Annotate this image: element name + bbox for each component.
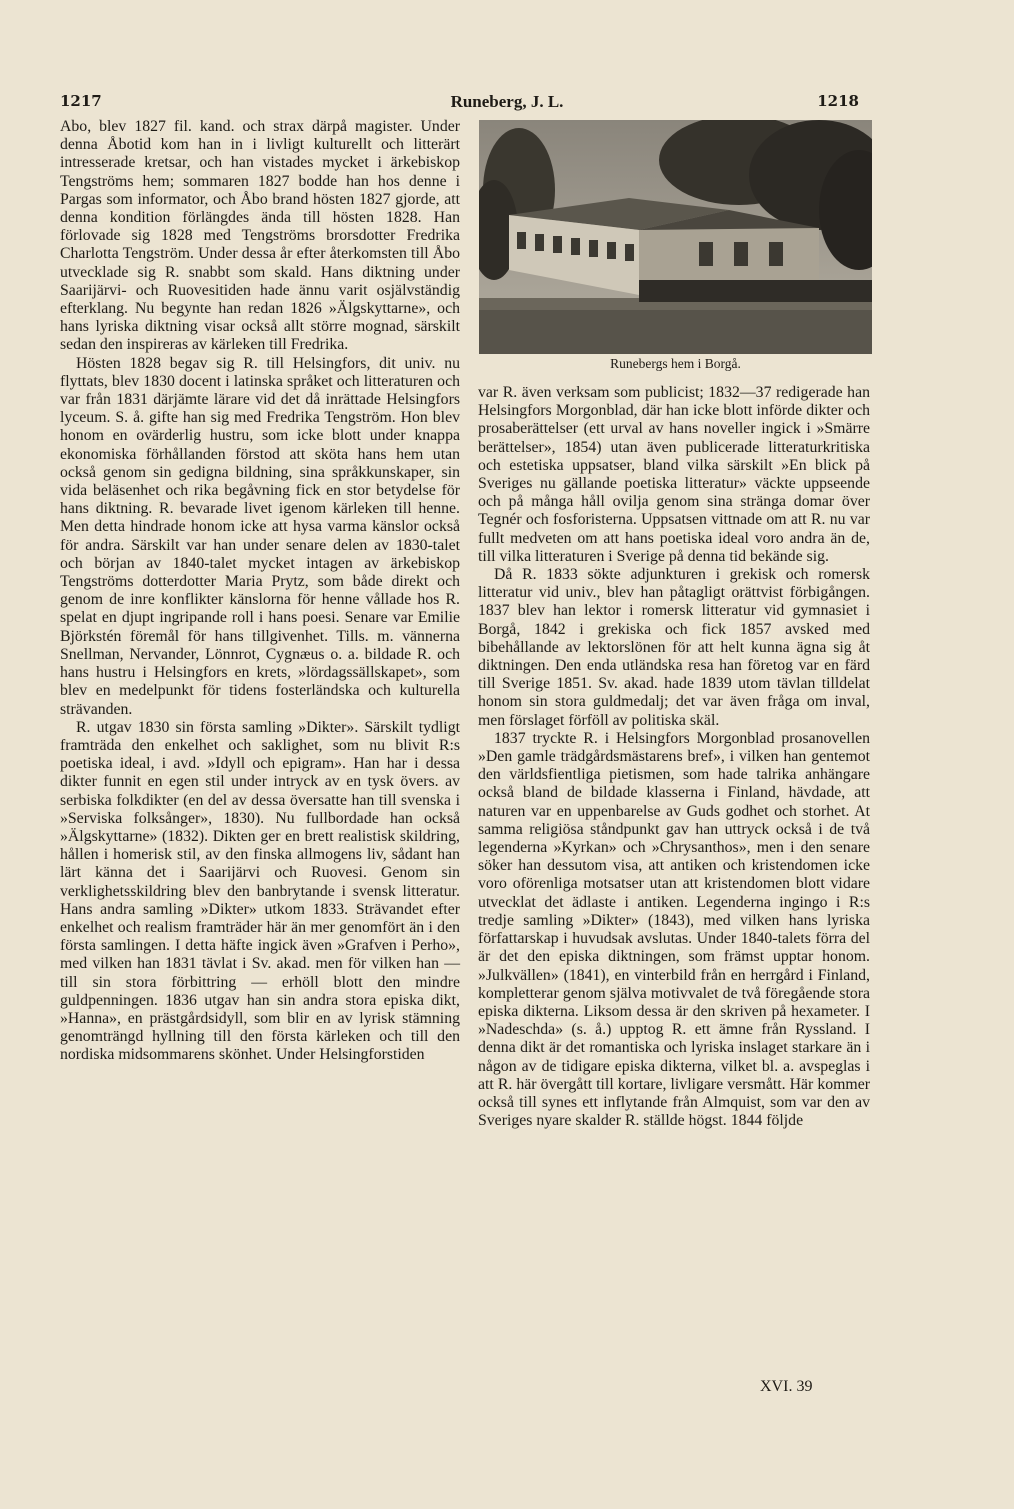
paragraph: var R. även verksam som publicist; 1832—37 redigerade han Helsingfors Morgonblad, där han icke blott införde dikter och prosaberättelser (ett urval av hans noveller ingick i »Smärre berättelser», 1854) utan även publicerade litteraturkritiska och estetiska uppsatser, bland vilka särskilt »En blick på Sveriges nu gällande poetiska litteratur» väckte uppseende och på många håll ovilja genom sina stränga domar över Tegnér och fosforisterna. Uppsatsen vittnade om att R. nu var fullt medveten om att hans poetiska ideal voro andra än de, till vilka litteraturen i Sverige på denna tid bekände sig. xyxy=(478,384,870,565)
paragraph: Då R. 1833 sökte adjunkturen i grekisk och romersk litteratur vid univ., blev han påtagligt orättvist förbigången. 1837 blev han lektor i romersk litteratur vid gymnasiet i Borgå, 1842 i grekiska och fick 1857 avsked med bibehållande av lektorslönen för att helt kunna ägna sig åt diktningen. Den enda utländska resa han företog var en färd till Sverige 1851. Sv. akad. hade 1839 utom tävlan tilldelat honom sin stora guldmedalj; det var även fråga om inval, men förslaget förföll av politiska skäl. xyxy=(478,566,870,729)
right-column xyxy=(478,384,870,1130)
paragraph: 1837 tryckte R. i Helsingfors Morgonblad prosanovellen »Den gamle trädgårdsmästarens bref», i vilken han gentemot den världsfientliga pietismen, som hade talrika anhängare också bland de bildade klasserna i Finland, hävdade, att naturen var en uppenbarelse av Guds godhet och storhet. At samma religiösa ståndpunkt gav han uttryck också i de två legenderna »Kyrkan» och »Chrysanthos», men i den senare söker han dessutom visa, att antiken och kristendomen icke voro oförenliga motsatser utan att kristendomen blott vidare utvecklat det ädlaste i antiken. Legenderna ingingo i R:s tredje samling »Dikter» (1843), med vilken hans lyriska författarskap i huvudsak avslutas. Under 1840-talets förra del är det den episka diktningen, som främst upptar honom. »Julkvällen» (1841), en vinterbild från en herrgård i Finland, kompletterar genom själva motivvalet de två föregående stora episka dikterna. Liksom dessa är den skriven på hexameter. I »Nadeschda» (s. å.) upptog R. ett ämne från Ryssland. I denna dikt är det romantiska och lyriska inslaget starkare än i någon av de tidigare episka dikterna, vilket bl. a. avspeglas i att R. här övergått till kortare, livligare versmått. Här kommer också till synes ett inflytande från Almquist, som var den av Sveriges nyare skalder R. ställde högst. 1844 följde xyxy=(478,729,870,1130)
house-photo-illustration xyxy=(479,120,872,354)
running-head: Runeberg, J. L. xyxy=(450,92,564,111)
figure-caption: Runebergs hem i Borgå. xyxy=(610,356,741,371)
signature-mark: XVI. 39 xyxy=(760,1378,813,1395)
paragraph: Hösten 1828 begav sig R. till Helsingfors, dit univ. nu flyttats, blev 1830 docent i latinska språket och litteraturen och var från 1831 därjämte lärare vid det då inrättade Helsingfors lyceum. S. å. gifte han sig med Fredrika Tengström. Hon blev honom en ovärderlig hustru, som icke blott under knappa ekonomiska förhållanden förstod att sköta hans hem utan också genom sin gedigna bildning, sina språkkunskaper, sin vida beläsenhet och rika begåvning fick en stor betydelse för hans diktning. R. bevarade livet igenom kärleken till henne. Men detta hindrade honom icke att hysa varma känslor också för andra. Särskilt var han under senare delen av 1830-talet och början av 1840-talet mycket intagen av ärkebiskop Tengströms dotterdotter Maria Prytz, som både direkt och genom de inre konflikter känslorna för henne vållade hos R. spelat en djupt ingripande roll i hans poesi. Senare var Emilie Björkstén föremål för hans tillgivenhet. Tills. m. vännerna Snellman, Nervander, Lönnrot, Cygnæus o. a. bildade R. och hans hustru i Helsingfors en krets, »lördagssällskapet», som blev en medelpunkt för tidens fosterländska och kulturella strävanden. xyxy=(60,354,460,718)
page-number-right: 1218 xyxy=(817,92,859,110)
photo-runeberg-home xyxy=(479,120,872,354)
paragraph: Abo, blev 1827 fil. kand. och strax därpå magister. Under denna Åbotid kom han in i livligt kulturellt och litterärt intresserade kretsar, och han vistades mycket i ärkebiskop Tengströms hem; sommaren 1827 bodde han hos denne i Pargas som informator, och Åbo brand hösten 1827 gjorde, att denna kondition förlängdes ända till hösten 1828. Han förlovade sig 1828 med Tengströms brorsdotter Fredrika Charlotta Tengström. Under dessa år efter återkomsten till Åbo utvecklade sig R. snabbt som skald. Hans diktning under Saarijärvi- och Ruovesitiden hade ännu varit osjälvständig efterklang. Nu begynte han redan 1826 »Älgskyttarne», och hans lyriska diktning visar också allt större mognad, särskilt sedan den inspireras av kärleken till Fredrika. xyxy=(60,118,460,354)
paragraph: R. utgav 1830 sin första samling »Dikter». Särskilt tydligt framträda den enkelhet och saklighet, som nu blivit R:s poetiska ideal, i avd. »Idyll och epigram». Han har i dessa dikter funnit en egen stil under intryck av en tysk övers. av serbiska folkdikter (en del av dessa översatte han till svenska i »Serviska folksånger», 1830). Nu fullbordade han också »Älgskyttarne» (1832). Dikten ger en brett realistisk skildring, hållen i homerisk stil, av den finska allmogens liv, sådant han lärt känna det i Saarijärvi och Ruovesi. Genom sin verklighetsskildring blev den banbrytande i svensk litteratur. Hans andra samling »Dikter» utkom 1833. Strävandet efter enkelhet och realism framträder här än mer genomfört än i den första samlingen. I detta häfte ingick även »Grafven i Perho», med vilken han 1831 tävlat i Sv. akad. men för vilken han — till sin stora förbittring — erhöll blott den mindre guldpenningen. 1836 utgav han sin andra stora episka dikt, »Hanna», en prästgårdsidyll, som blir en av lyrisk stämning genomträngd hyllning till den första kärleken och till den nordiska midsommarens skönhet. Under Helsingforstiden xyxy=(60,718,460,1064)
page-number-left: 1217 xyxy=(60,92,102,110)
left-column xyxy=(60,118,460,1065)
